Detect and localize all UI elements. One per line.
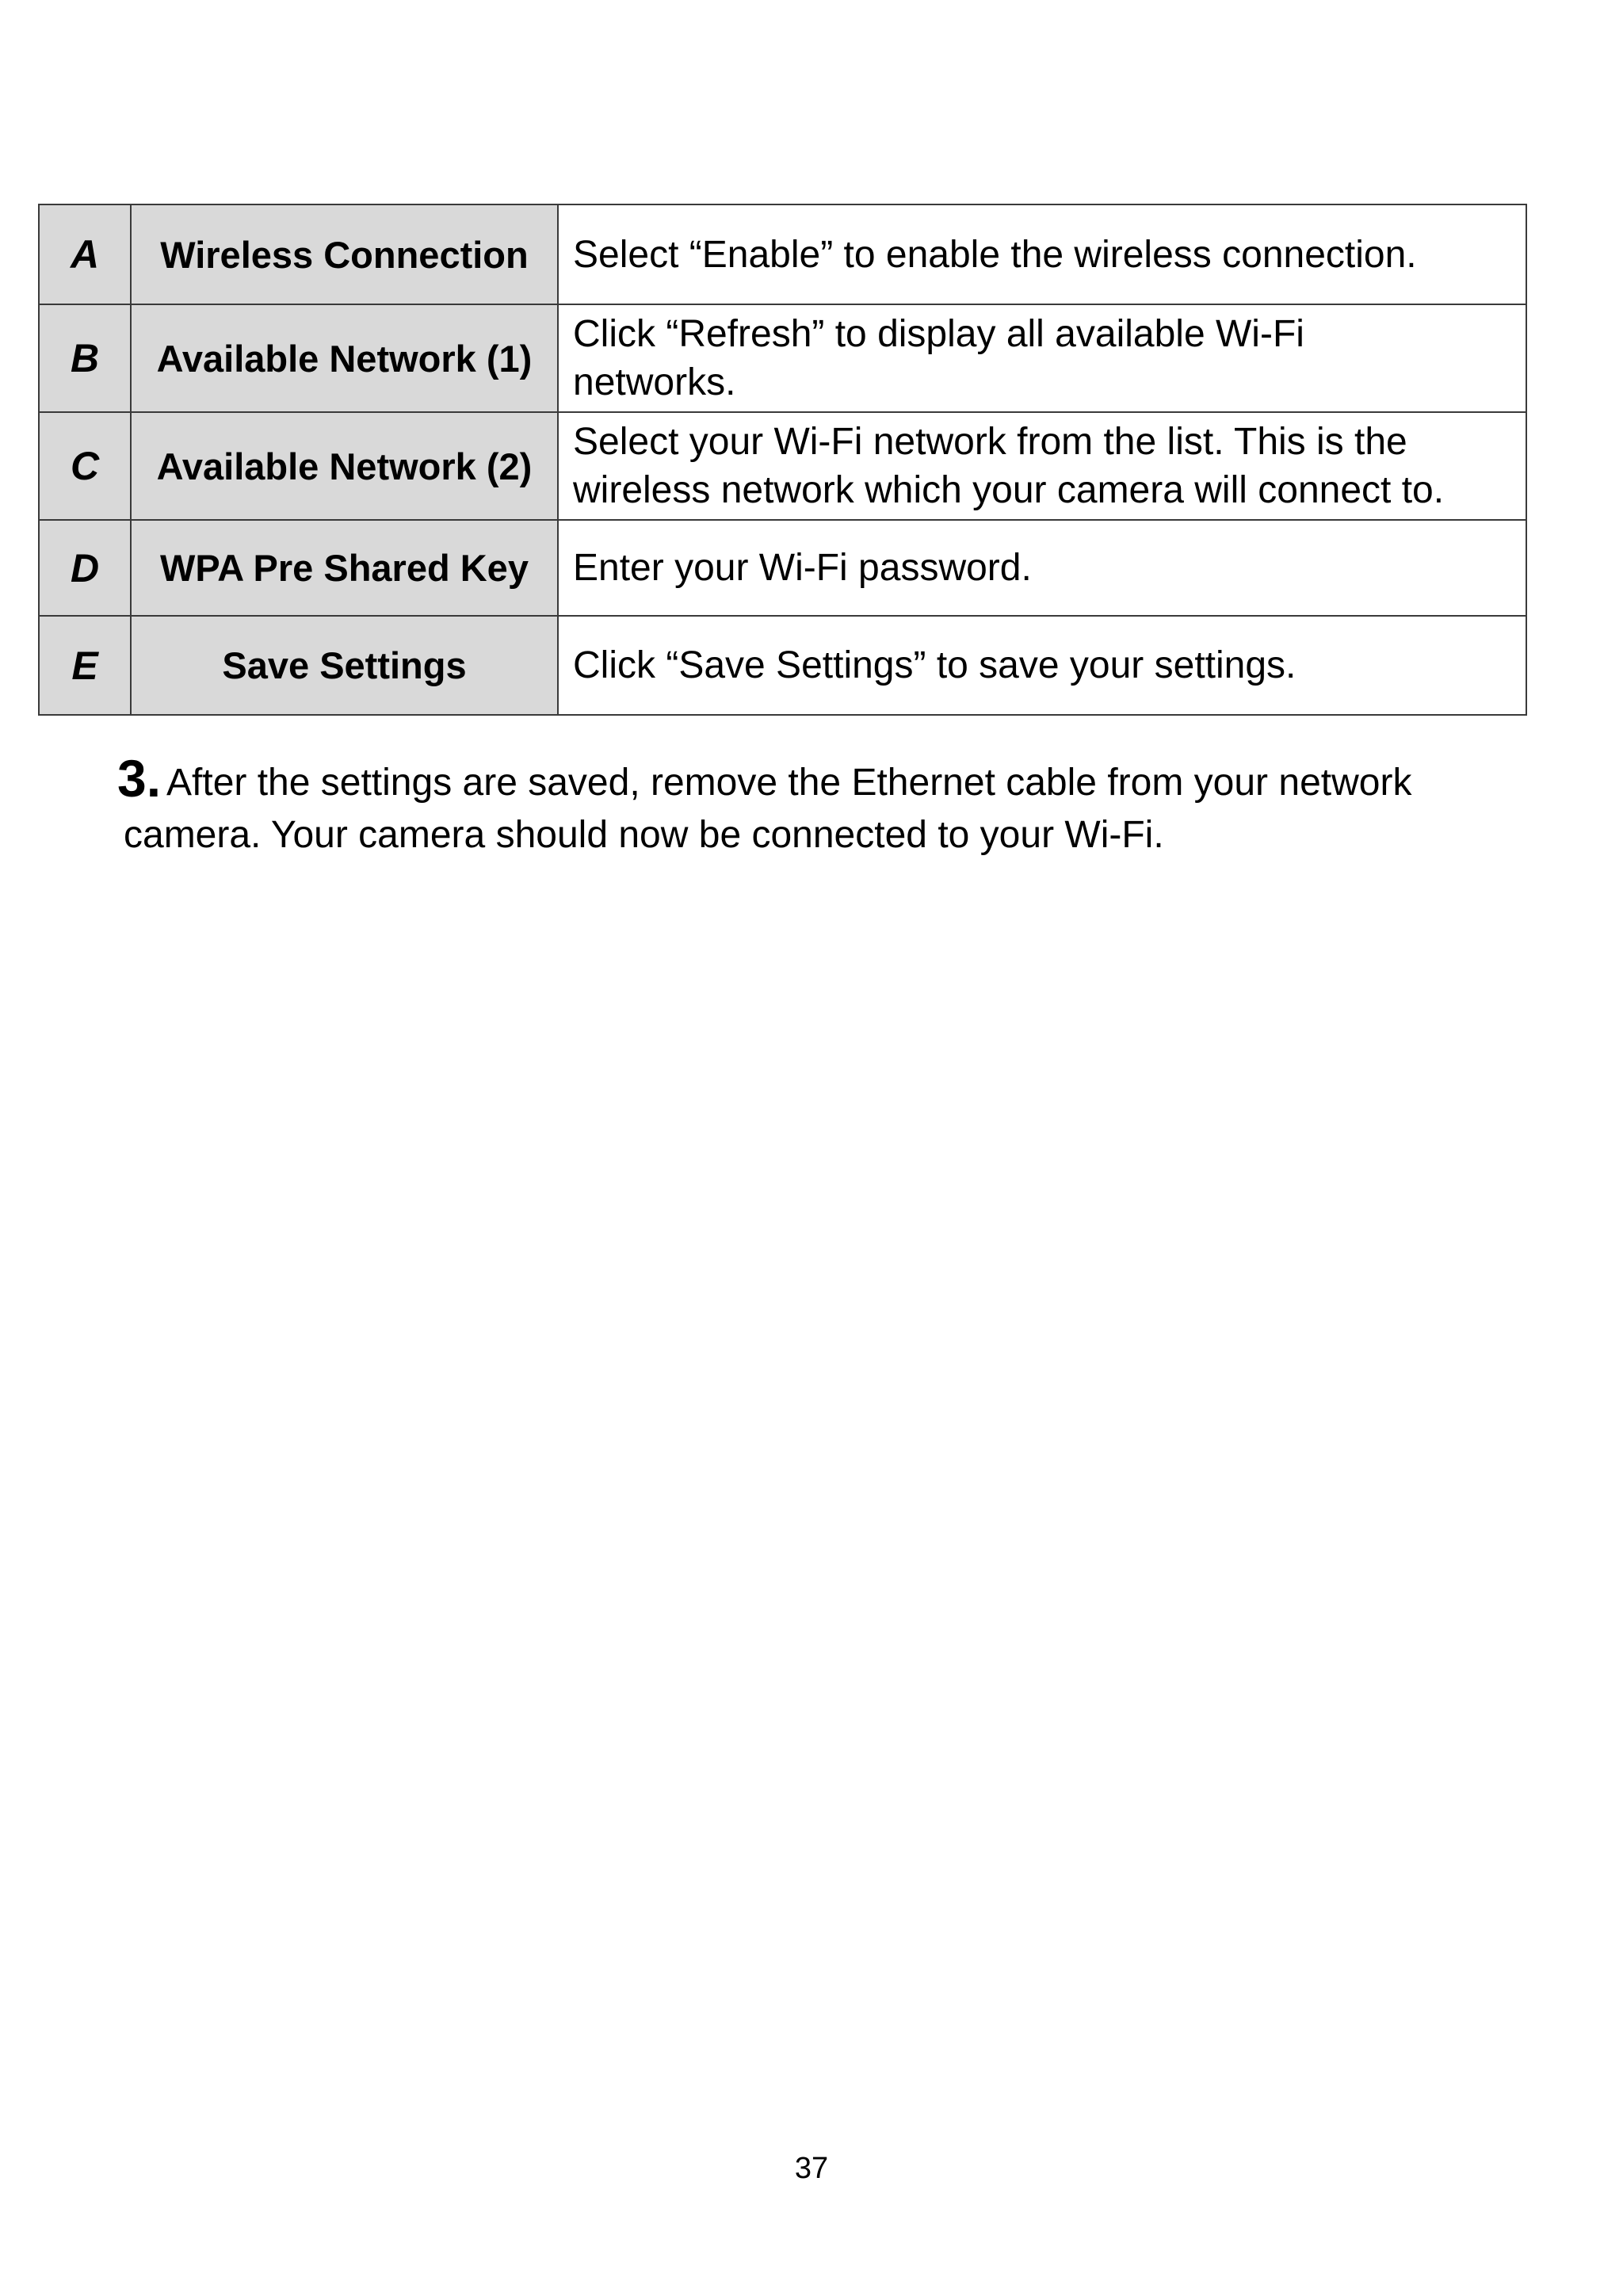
setting-name: Available Network (1): [131, 304, 558, 412]
setting-name: Wireless Connection: [131, 204, 558, 304]
setting-description: Enter your Wi-Fi password.: [558, 520, 1526, 616]
table-row: [39, 412, 1526, 520]
step-text-line-2: camera. Your camera should now be connected to your Wi-Fi.: [124, 814, 1164, 856]
row-letter: B: [39, 304, 131, 412]
setting-name: WPA Pre Shared Key: [131, 520, 558, 616]
step-text: [117, 757, 1528, 861]
setting-name: Save Settings: [131, 616, 558, 715]
step-number: 3.: [117, 749, 162, 808]
setting-description: Click “Refresh” to display all available Wi-Fi networks.: [558, 304, 1526, 412]
table-row: [39, 304, 1526, 412]
row-letter: C: [39, 412, 131, 520]
page-number: 37: [794, 2152, 829, 2185]
step-text-line-1: After the settings are saved, remove the Ethernet cable from your network: [166, 762, 1412, 804]
table-row: [39, 204, 1526, 304]
table-row: [39, 616, 1526, 715]
settings-table: [38, 204, 1527, 716]
setting-description: Select your Wi-Fi network from the list. This is the wireless network which your camera will connect to.: [558, 412, 1526, 520]
setting-description: Select “Enable” to enable the wireless connection.: [558, 204, 1526, 304]
step-3: [117, 749, 1528, 861]
row-letter: A: [39, 204, 131, 304]
setting-name: Available Network (2): [131, 412, 558, 520]
setting-description: Click “Save Settings” to save your settings.: [558, 616, 1526, 715]
row-letter: D: [39, 520, 131, 616]
row-letter: E: [39, 616, 131, 715]
table-row: [39, 520, 1526, 616]
